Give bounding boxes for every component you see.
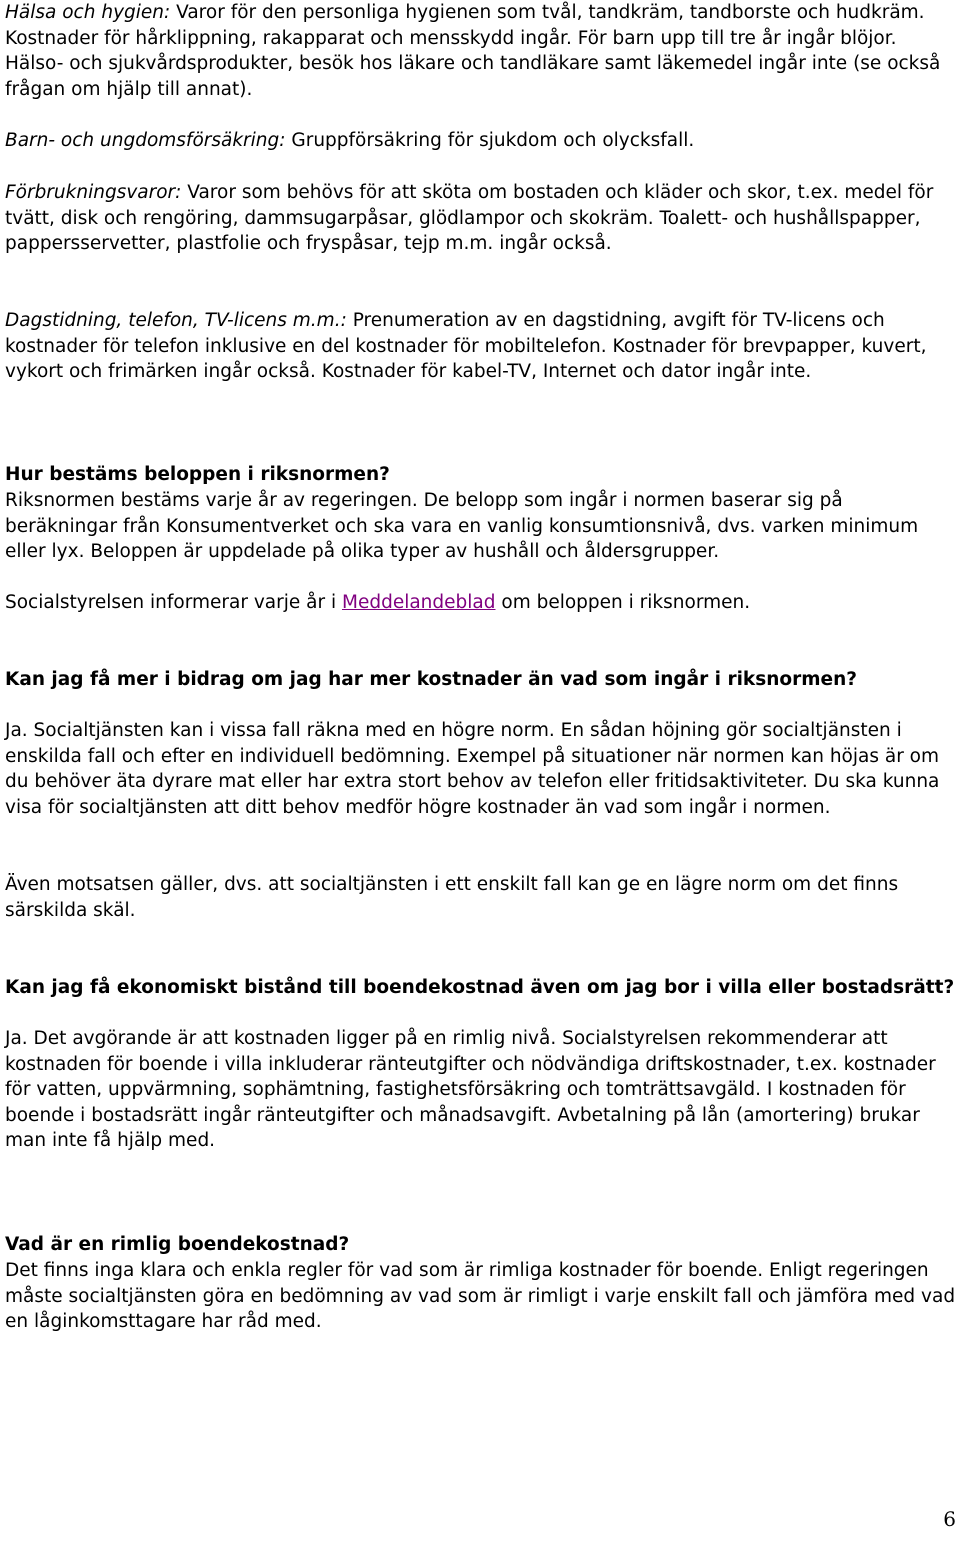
term-dagstidning: Dagstidning, telefon, TV-licens m.m.: [5,310,347,331]
body-rimlig-boendekostnad: Det finns inga klara och enkla regler för vad som är rimliga kostnader för boende. Enligt regeringen måste socialtjänsten göra en bedömning av vad som är rimligt i varje enskilt fall och jämföra med vad en låginkomsttagare har råd med. [5,1260,956,1333]
heading-rimlig-boendekostnad: Vad är en rimlig boendekostnad? [5,1234,350,1255]
paragraph-dagstidning [5,308,957,385]
text-informerar-after: om beloppen i riksnormen. [495,592,751,613]
paragraph-halsa-och-hygien [5,0,957,102]
heading-hur-bestams-beloppen: Hur bestäms beloppen i riksnormen? [5,464,390,485]
heading-boendekostnad-villa: Kan jag få ekonomiskt bistånd till boendekostnad även om jag bor i villa eller bostadsrätt? [5,977,955,998]
body-mer-i-bidrag: Ja. Socialtjänsten kan i vissa fall räkna med en högre norm. En sådan höjning gör socialtjänsten i enskilda fall och efter en individuell bedömning. Exempel på situationer när normen kan höjas är om du behöver äta dyrare mat eller har extra stort behov av telefon eller fritidsaktiviteter. Du ska kunna visa för socialtjänsten att ditt behov medför högre kostnader än vad som ingår i normen. [5,720,940,818]
term-halsa-och-hygien: Hälsa och hygien: [5,2,171,23]
term-barn-och-ungdomsforsakring: Barn- och ungdomsförsäkring: [5,130,286,151]
term-forbrukningsvaror: Förbrukningsvaror: [5,182,182,203]
text-forbrukningsvaror: Varor som behövs för att sköta om bostaden och kläder och skor, t.ex. medel för tvätt, disk och rengöring, dammsugarpåsar, glödlampor och skokräm. Toalett- och hushållspapper, pappersservetter, plastfolie och fryspåsar, tejp m.m. ingår också. [5,182,934,255]
text-informerar-before: Socialstyrelsen informerar varje år i [5,592,342,613]
paragraph-barn-och-ungdomsforsakring [5,128,957,154]
body-motsatsen: Även motsatsen gäller, dvs. att socialtjänsten i ett enskilt fall kan ge en lägre norm om det finns särskilda skäl. [5,874,899,921]
text-halsa-och-hygien: Varor för den personliga hygienen som tvål, tandkräm, tandborste och hudkräm. Kostnader för hårklippning, rakapparat och mensskydd ingår. För barn upp till tre år ingår blöjor. Hälso- och sjukvårdsprodukter, besök hos läkare och tandläkare samt läkemedel ingår inte (se också frågan om hjälp till annat). [5,2,941,100]
paragraph-forbrukningsvaror [5,180,957,257]
paragraph-socialstyrelsen-informerar [5,590,957,616]
heading-mer-i-bidrag: Kan jag få mer i bidrag om jag har mer kostnader än vad som ingår i riksnormen? [5,669,857,690]
page-number: 6 [943,1507,956,1531]
text-barn-och-ungdomsforsakring: Gruppförsäkring för sjukdom och olycksfall. [285,130,695,151]
body-hur-bestams-beloppen: Riksnormen bestäms varje år av regeringen. De belopp som ingår i normen baserar sig på beräkningar från Konsumentverket och ska vara en vanlig konsumtionsnivå, dvs. varken minimum eller lyx. Beloppen är uppdelade på olika typer av hushåll och åldersgrupper. [5,490,919,563]
body-boendekostnad-villa: Ja. Det avgörande är att kostnaden ligger på en rimlig nivå. Socialstyrelsen rekommenderar att kostnaden för boende i villa inkluderar ränteutgifter och nödvändiga driftskostnader, t.ex. kostnader för vatten, uppvärmning, sophämtning, fastighetsförsäkring och tomträttsavgäld. I kostnaden för boende i bostadsrätt ingår ränteutgifter och månadsavgift. Avbetalning på lån (amortering) brukar man inte få hjälp med. [5,1028,936,1152]
text-dagstidning: Prenumeration av en dagstidning, avgift för TV-licens och kostnader för telefon inklusive en del kostnader för mobiltelefon. Kostnader för brevpapper, kuvert, vykort och frimärken ingår också. Kostnader för kabel-TV, Internet och dator ingår inte. [5,310,927,383]
meddelandeblad-link[interactable]: Meddelandeblad [341,592,496,613]
